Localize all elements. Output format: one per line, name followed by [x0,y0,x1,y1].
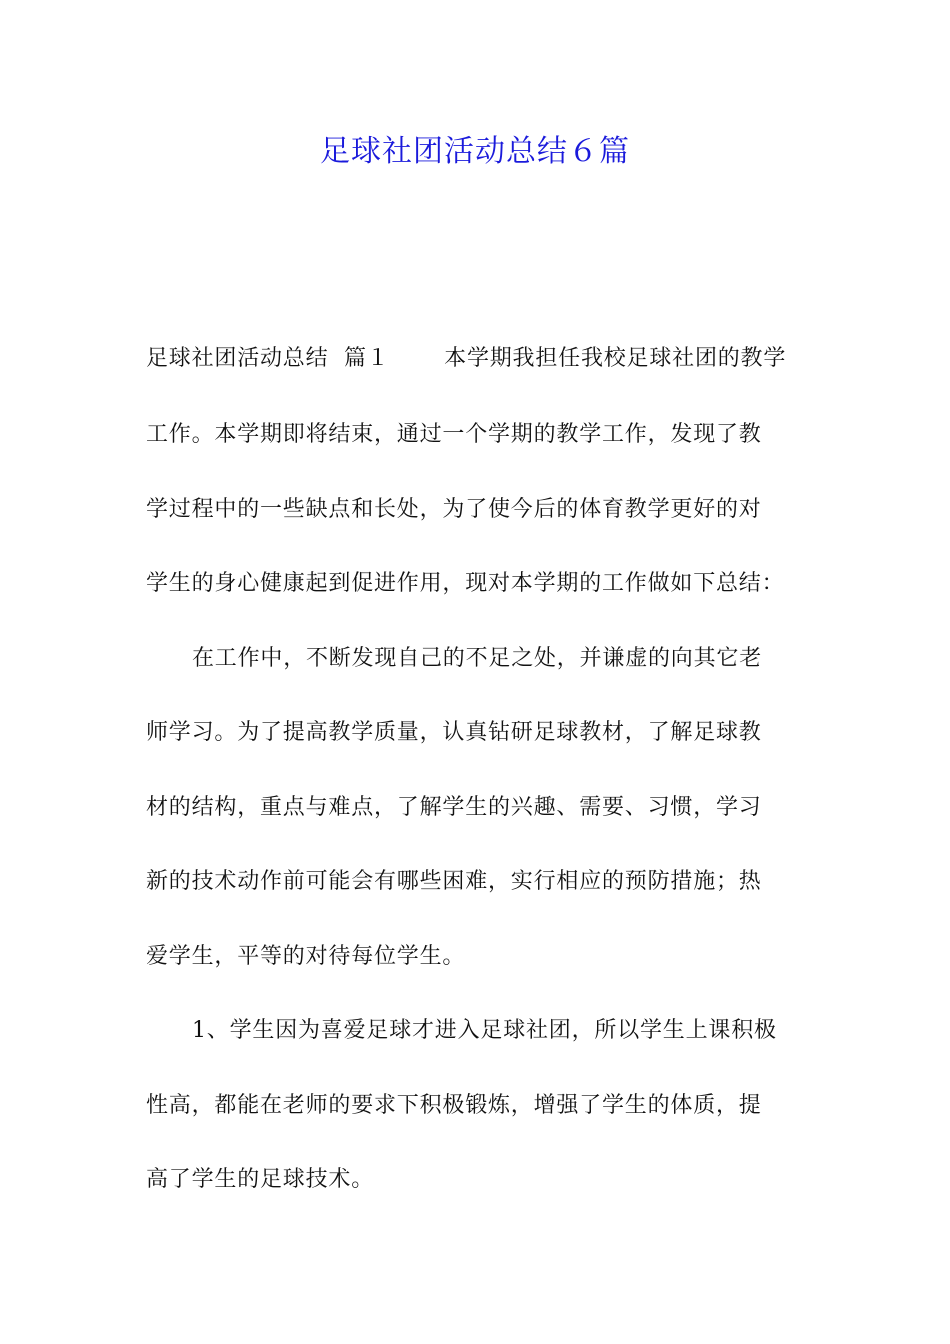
paragraph-line: 在工作中，不断发现自己的不足之处，并谦虚的向其它老 [192,646,763,671]
paragraph-line: 学生的身心健康起到促进作用，现对本学期的工作做如下总结： [146,571,785,596]
paragraph-line: 高了学生的足球技术。 [146,1167,375,1192]
paragraph-line: 学过程中的一些缺点和长处，为了使今后的体育教学更好的对 [146,497,762,522]
paragraph-line: 材的结构，重点与难点，了解学生的兴趣、需要、习惯，学习 [146,795,762,820]
paragraph-line: 爱学生，平等的对待每位学生。 [146,944,466,969]
document-title: 足球社团活动总结６篇 [320,134,630,169]
paragraph-line: 足球社团活动总结 篇１ 本学期我担任我校足球社团的教学 [146,346,787,371]
paragraph-line: 工作。本学期即将结束，通过一个学期的教学工作，发现了教 [146,422,762,447]
paragraph-line: 1、学生因为喜爱足球才进入足球社团，所以学生上课积极 [192,1018,777,1043]
paragraph-line: 师学习。为了提高教学质量，认真钻研足球教材，了解足球教 [146,720,762,745]
paragraph-line: 性高，都能在老师的要求下积极锻炼，增强了学生的体质，提 [146,1093,762,1118]
paragraph-line: 新的技术动作前可能会有哪些困难，实行相应的预防措施；热 [146,869,762,894]
